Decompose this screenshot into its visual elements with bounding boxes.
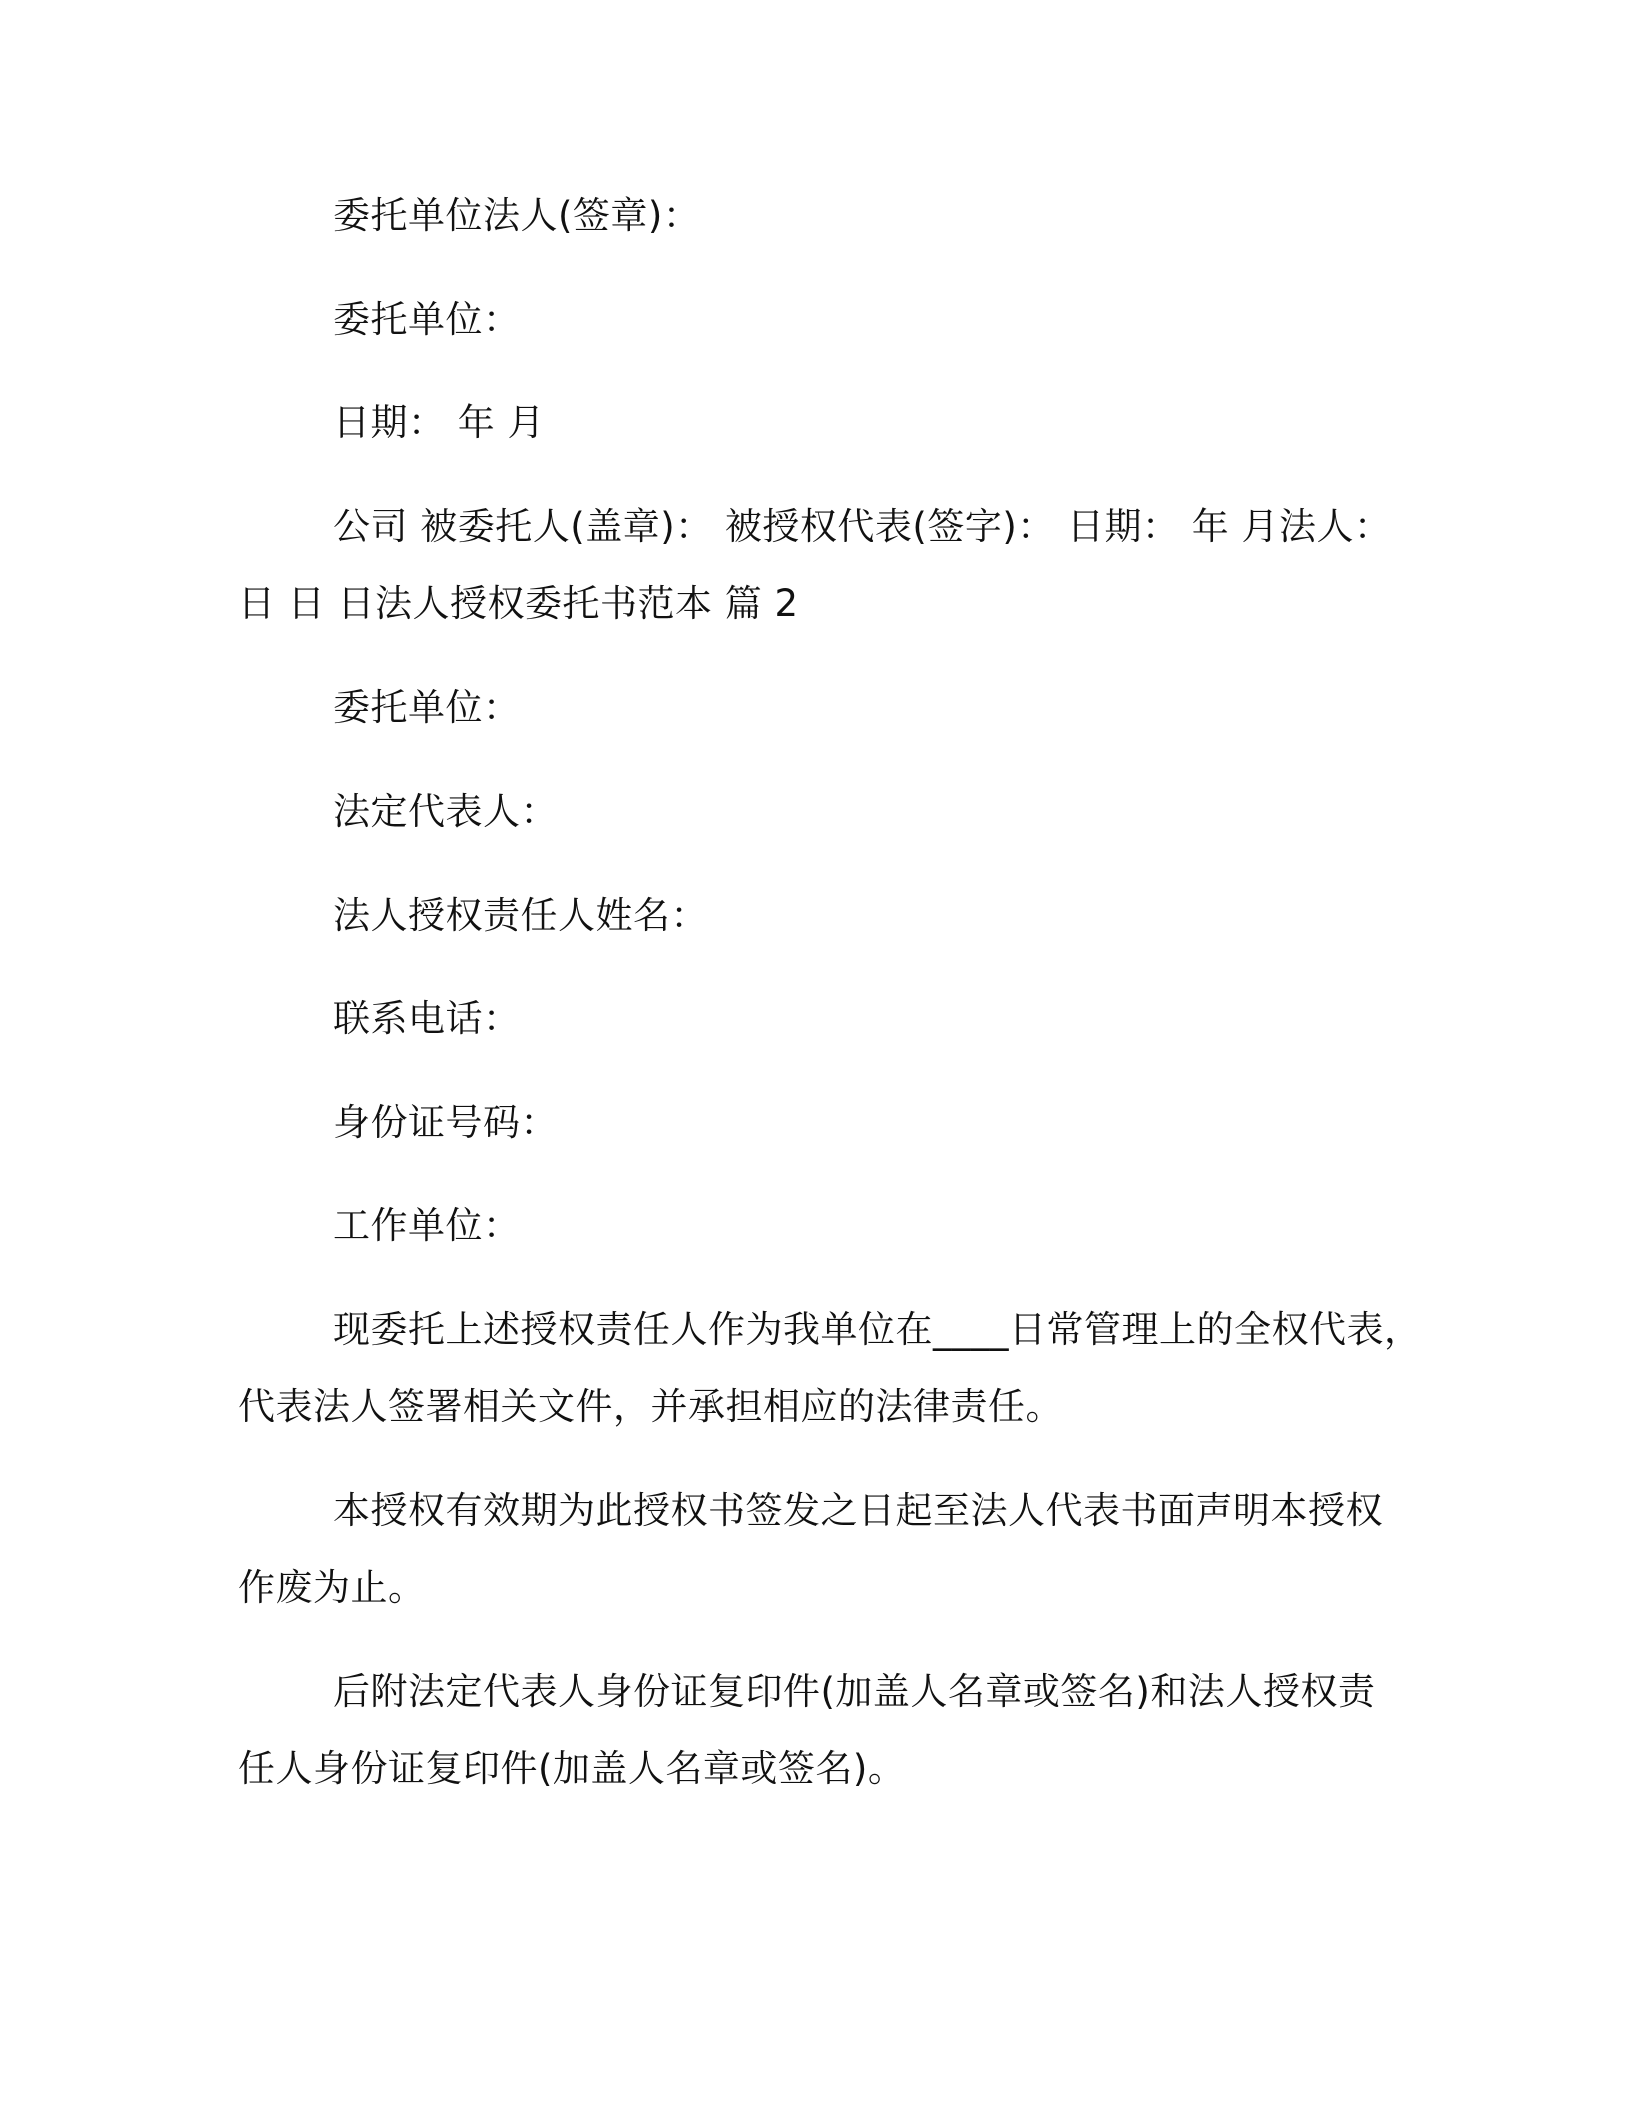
entrusting-unit-line-2: 委托单位：	[333, 686, 521, 729]
phone-line: 联系电话：	[333, 997, 521, 1040]
paragraph-2-line-1: 本授权有效期为此授权书签发之日起至法人代表书面声明本授权	[333, 1489, 1383, 1532]
paragraph-3-line-2: 任人身份证复印件(加盖人名章或签名)。	[238, 1747, 906, 1790]
work-unit-line: 工作单位：	[333, 1204, 521, 1247]
legal-representative-line: 法定代表人：	[333, 790, 558, 833]
company-entrusted-party-line: 公司 被委托人(盖章)： 被授权代表(签字)： 日期： 年 月法人：	[333, 505, 1392, 548]
paragraph-1-line-1: 现委托上述授权责任人作为我单位在____日常管理上的全权代表，	[333, 1308, 1422, 1351]
section-heading: 日 日 日法人授权委托书范本 篇 2	[238, 582, 799, 625]
id-number-line: 身份证号码：	[333, 1101, 558, 1144]
entrusting-legal-person-signature-line: 委托单位法人(签章)：	[333, 194, 701, 237]
paragraph-3-line-1: 后附法定代表人身份证复印件(加盖人名章或签名)和法人授权责	[333, 1670, 1376, 1713]
date-line: 日期： 年 月	[333, 401, 546, 444]
entrusting-unit-line: 委托单位：	[333, 298, 521, 341]
paragraph-1-line-2: 代表法人签署相关文件，并承担相应的法律责任。	[238, 1385, 1063, 1428]
authorized-person-name-line: 法人授权责任人姓名：	[333, 894, 708, 937]
paragraph-2-line-2: 作废为止。	[238, 1566, 426, 1609]
